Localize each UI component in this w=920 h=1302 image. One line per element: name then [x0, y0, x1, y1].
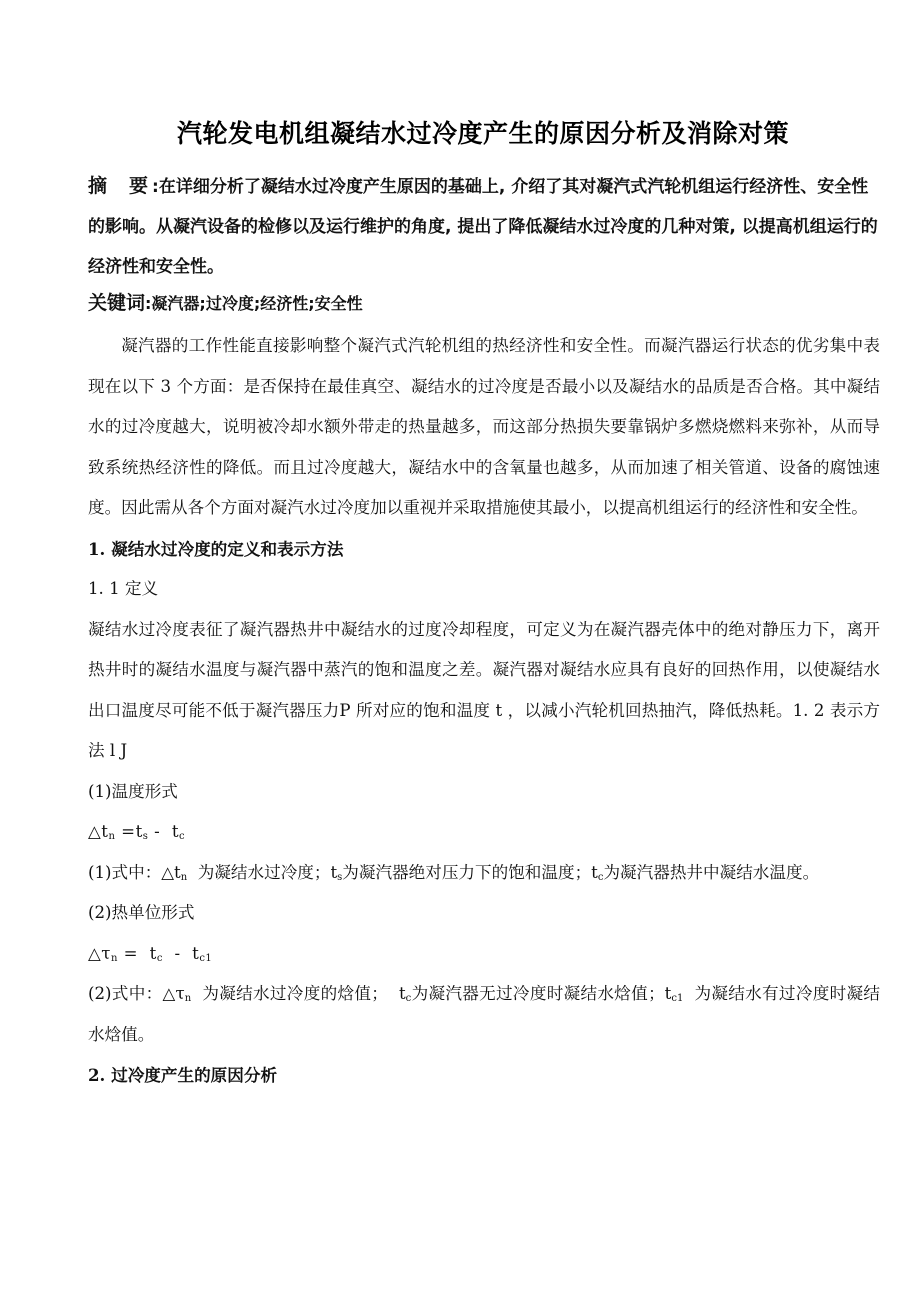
formula-temperature [88, 812, 880, 853]
abstract-separator: : [152, 177, 159, 197]
formula-subscript: c [179, 831, 186, 842]
section-1-heading: 1. 凝结水过冷度的定义和表示方法 [88, 538, 344, 559]
formula-var: t [149, 943, 157, 963]
formula-var: t [135, 822, 143, 841]
keywords-text: 凝汽器;过冷度;经济性;安全性 [151, 294, 363, 313]
formula-var: t [171, 822, 179, 841]
abstract-label-char-1: 摘 [88, 175, 108, 197]
formula-subscript: n [110, 952, 118, 964]
abstract-label-char-2: 要 [129, 175, 149, 197]
formula-subscript: c1 [671, 993, 684, 1004]
keywords-label: 关键词 [88, 292, 146, 314]
document-body [88, 326, 880, 1096]
explanation-text: 为凝结水过冷度；t [187, 862, 338, 882]
formula-equals: = [117, 943, 150, 963]
formula-minus: - [148, 822, 172, 841]
formula-var: t [101, 822, 109, 841]
formula-subscript: s [142, 831, 149, 842]
formula-subscript: c1 [199, 952, 213, 964]
formula-subscript: c [597, 871, 604, 883]
explanation-text: 为凝汽器无过冷度时凝结水焓值；t [411, 984, 672, 1003]
explanation-text: (2)式中：△τ [88, 984, 185, 1003]
formula-subscript: n [184, 993, 192, 1004]
keywords-separator: : [145, 294, 152, 313]
form-1-heading: (1)温度形式 [88, 781, 178, 801]
formula-subscript: c [405, 993, 412, 1004]
formula-heat-unit [88, 934, 880, 975]
abstract [88, 166, 878, 287]
formula-minus: - [162, 943, 193, 963]
formula-var: τ [101, 943, 111, 963]
form-2-heading: (2)热单位形式 [88, 903, 195, 922]
keywords [88, 285, 878, 322]
abstract-text: 在详细分析了凝结水过冷度产生原因的基础上, 介绍了其对凝汽式汽轮机组运行经济性、安全性的影响。从凝汽设备的检修以及运行维护的角度, 提出了降低凝结水过冷度的几种对策, 以提高机组运行的经济性和安全性。 [88, 177, 878, 277]
explanation-text: 为凝结水有过冷度时凝结水焓值。 [88, 984, 880, 1044]
definition-paragraph: 凝结水过冷度表征了凝汽器热井中凝结水的过度冷却程度，可定义为在凝汽器壳体中的绝对静压力下，离开热井时的凝结水温度与凝汽器中蒸汽的饱和温度之差。凝汽器对凝结水应具有良好的回热作用，以使凝结水出口温度尽可能不低于凝汽器压力P 所对应的饱和温度 t ，以减小汽轮机回热抽汽，降低热耗。1. 2 表示方法 l J [88, 619, 880, 760]
section-2-heading: 2. 过冷度产生的原因分析 [88, 1065, 278, 1085]
explanation-text: (1)式中：△t [88, 862, 181, 882]
formula-var: t [192, 943, 200, 963]
document-title: 汽轮发电机组凝结水过冷度产生的原因分析及消除对策 [176, 119, 789, 148]
explanation-text: 为凝结水过冷度的焓值； t [191, 984, 406, 1003]
formula-subscript: s [337, 871, 343, 883]
abstract-label [88, 175, 148, 197]
explanation-text: 为凝汽器绝对压力下的饱和温度；t [342, 862, 598, 882]
formula-subscript: c [156, 952, 163, 964]
form-1-explanation [88, 853, 880, 894]
formula-subscript: n [108, 831, 116, 842]
intro-paragraph: 凝汽器的工作性能直接影响整个凝汽式汽轮机组的热经济性和安全性。而凝汽器运行状态的优劣集中表现在以下 3 个方面：是否保持在最佳真空、凝结水的过冷度是否最小以及凝结水的品质是否合格。其中凝结水的过冷度越大，说明被冷却水额外带走的热量越多，而这部分热损失要靠锅炉多燃烧燃料来弥补，从而导致系统热经济性的降低。而且过冷度越大，凝结水中的含氧量也越多，从而加速了相关管道、设备的腐蚀速度。因此需从各个方面对凝汽水过冷度加以重视并采取措施使其最小，以提高机组运行的经济性和安全性。 [88, 336, 880, 517]
formula-subscript: n [180, 871, 188, 883]
form-2-explanation [88, 974, 880, 1055]
formula-equals: = [115, 822, 136, 841]
delta-symbol: △ [88, 943, 102, 963]
explanation-text: 为凝汽器热井中凝结水温度。 [603, 862, 820, 882]
section-1-1-heading: 1. 1 定义 [88, 579, 159, 598]
delta-symbol: △ [88, 822, 102, 841]
